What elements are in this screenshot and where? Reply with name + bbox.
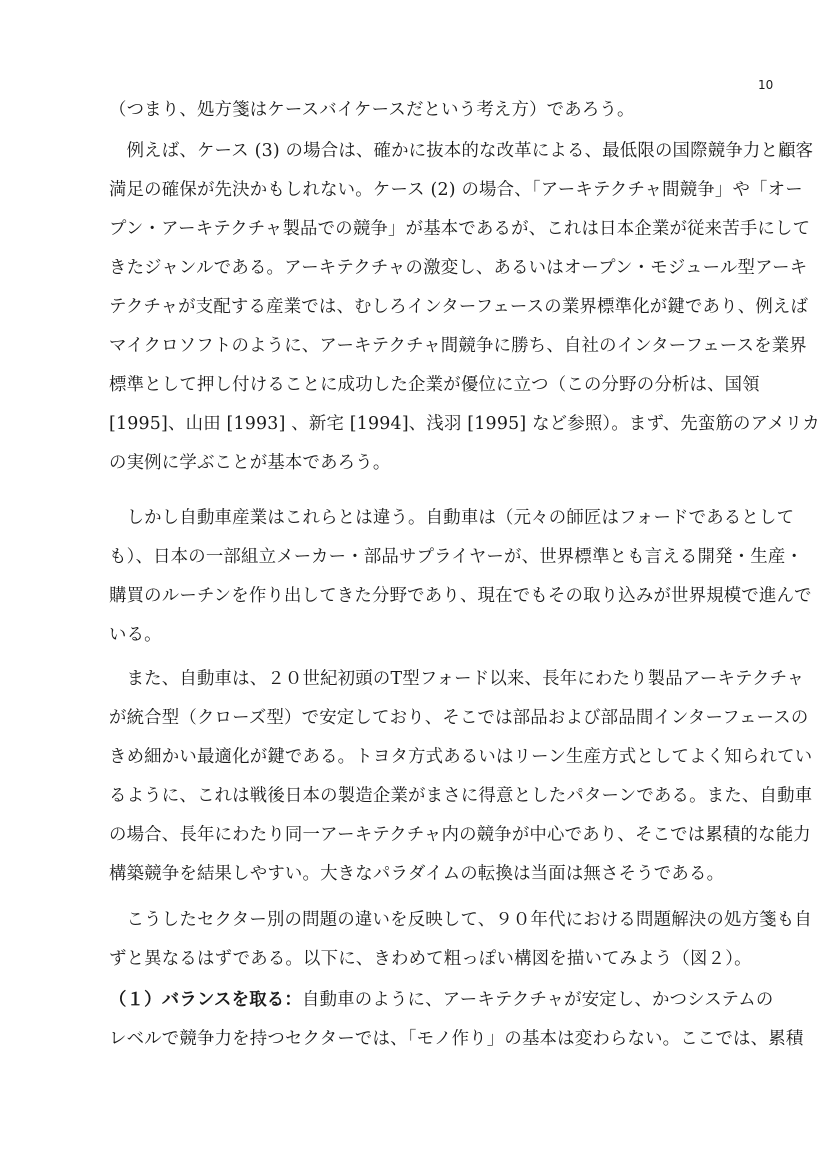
text-line: マイクロソフトのように、アーキテクチャ間競争に勝ち、自社のインターフェースを業界 (109, 336, 807, 356)
text-line: （つまり、処方箋はケースバイケースだという考え方）であろう。 (109, 100, 635, 120)
text-line: るように、これは戦後日本の製造企業がまさに得意としたパターンである。また、自動車 (109, 786, 813, 806)
section-heading: （１）バランスを取る： (109, 990, 302, 1010)
text-line: いる。 (109, 625, 162, 645)
text-line: 購買のルーチンを作り出してきた分野であり、現在でもその取り込みが世界規模で進んで (109, 586, 812, 606)
text-line: の場合、長年にわたり同一アーキテクチャ内の競争が中心であり、そこでは累積的な能力 (109, 825, 811, 845)
text-line: プン・アーキテクチャ製品での競争」が基本であるが、これは日本企業が従来苦手にして (109, 219, 811, 239)
text-line: 構築競争を結果しやすい。大きなパラダイムの転換は当面は無さそうである。 (109, 864, 725, 884)
text-line: また、自動車は、２０世紀初頭のT型フォード以来、長年にわたり製品アーキテクチャ (109, 669, 805, 689)
page-number: 10 (758, 78, 774, 92)
text-line: [1995]、山田 [1993] 、新宅 [1994]、浅羽 [1995] など参照）。まず、先蛮筋のアメリカ (109, 414, 820, 434)
text-line: きたジャンルである。アーキテクチャの激変し、あるいはオープン・モジュール型アーキ (109, 258, 808, 278)
text-line: しかし自動車産業はこれらとは違う。自動車は（元々の師匠はフォードであるとして (109, 508, 795, 528)
text-line: ずと異なるはずである。以下に、きわめて粗っぽい構図を描いてみよう（図２）。 (109, 949, 752, 969)
text-line (109, 988, 773, 1012)
text-line: 標準として押し付けることに成功した企業が優位に立つ（この分野の分析は、国領 (109, 375, 760, 395)
section-text: 自動車のように、アーキテクチャが安定し、かつシステムの (301, 990, 774, 1010)
text-line: も）、日本の一部組立メーカー・部品サプライヤーが、世界標準とも言える開発・生産・ (109, 547, 804, 567)
text-line: 例えば、ケース (3) の場合は、確かに抜本的な改革による、最低限の国際競争力と顧客 (109, 141, 814, 161)
text-line: 満足の確保が先決かもしれない。ケース (2) の場合、「アーキテクチャ間競争」や「オー (109, 180, 803, 200)
text-line: レベルで競争力を持つセクターでは、「モノ作り」の基本は変わらない。ここでは、累積 (109, 1029, 804, 1049)
text-line: こうしたセクター別の問題の違いを反映して、９０年代における問題解決の処方箋も自 (109, 910, 812, 930)
text-line: テクチャが支配する産業では、むしろインターフェースの業界標準化が鍵であり、例えば (109, 297, 809, 317)
text-line: の実例に学ぶことが基本であろう。 (109, 453, 391, 473)
text-line: きめ細かい最適化が鍵である。トヨタ方式あるいはリーン生産方式としてよく知られてい (109, 747, 813, 767)
text-line: が統合型（クローズ型）で安定しており、そこでは部品および部品間インターフェースの (109, 708, 809, 728)
